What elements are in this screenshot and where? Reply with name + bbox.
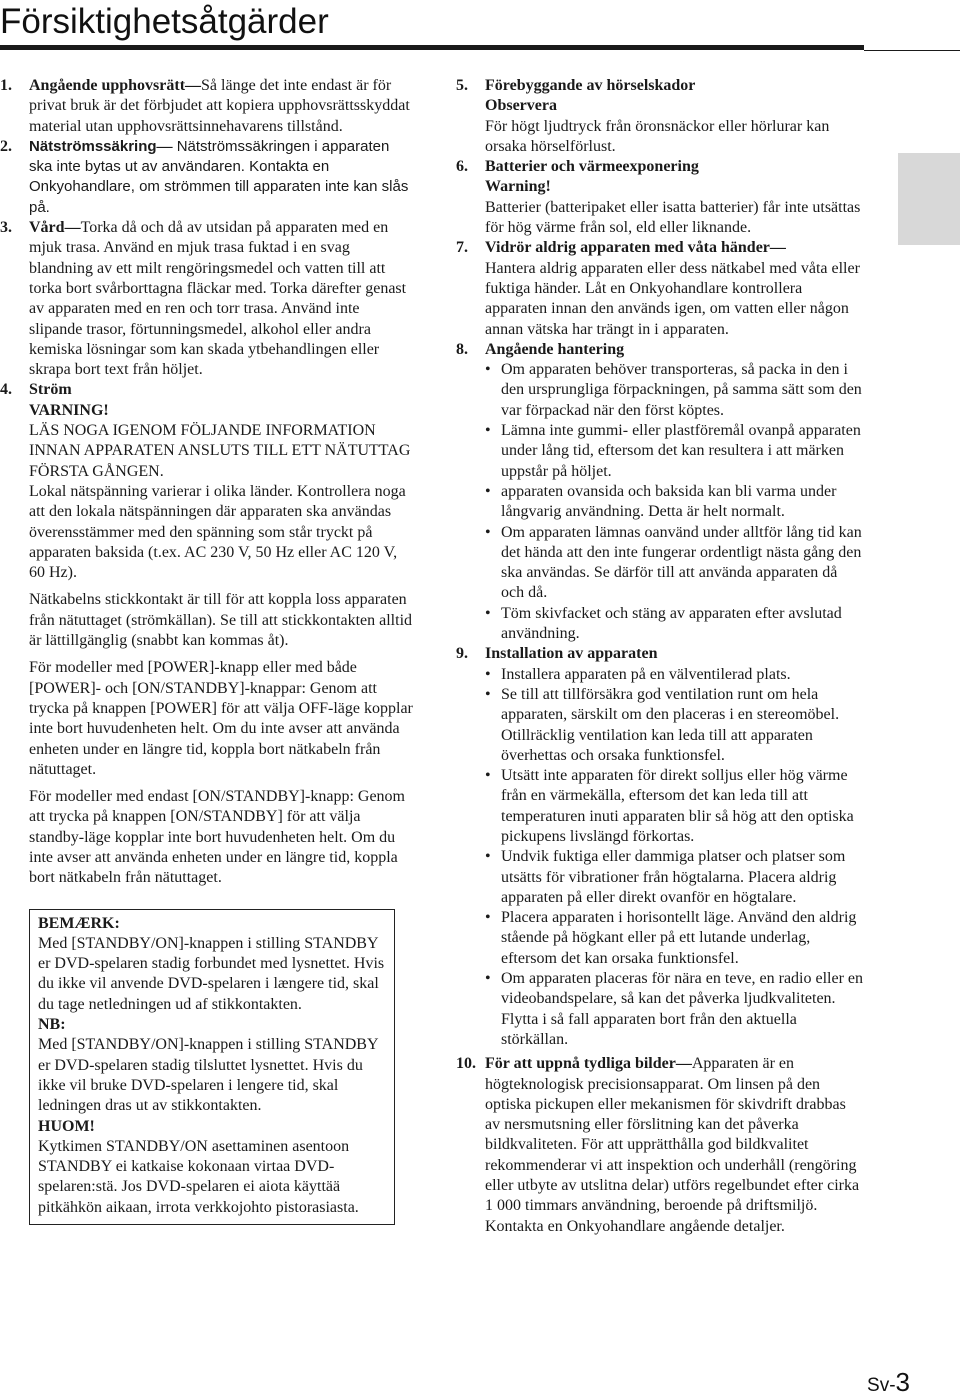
- em-dash: —: [156, 137, 173, 155]
- bullet-item: • Om apparaten lämnas oanvänd under alltför lång tid kan det hända att den inte fungerar ordentligt nästa gång den ska användas. Se därför till att använda apparaten då och då.: [485, 523, 864, 604]
- bullet-item: • apparaten ovansida och baksida kan bli varma under långvarig användning. Detta är helt normalt.: [485, 482, 864, 523]
- note-text-finnish: Kytkimen STANDBY/ON asettaminen asentoon STANDBY ei katkaise kokonaan virtaa DVD-spelaren:stä. Jos DVD-spelaren ei aiota käyttää pitkähkön aikaan, irrota verkkojohto pistorasiasta.: [38, 1137, 359, 1216]
- page-number-value: 3: [895, 1367, 910, 1397]
- item-wet-hands: [456, 238, 864, 339]
- item-text: Hantera aldrig apparaten eller dess nätkabel med våta eller fuktiga händer. Låt en Onkyohandlare kontrollera apparaten innan den används igen, om vatten eller någon annan vätska har trängt in i apparaten.: [485, 259, 860, 338]
- warning-label: VARNING!: [29, 401, 109, 419]
- left-column: [0, 76, 416, 1225]
- page-number: [867, 1367, 910, 1398]
- item-batteries: [456, 157, 864, 238]
- bullet-list: [485, 665, 864, 1051]
- bullet-item: • Om apparaten behöver transporteras, så packa in den i den ursprungliga förpackningen, på samma sätt som den var förpackad när den först köptes.: [485, 360, 864, 421]
- right-column: [456, 76, 864, 1237]
- item-care: [0, 218, 416, 380]
- item-number: 10.: [456, 1055, 476, 1073]
- page-title: Försiktighetsåtgärder: [0, 2, 329, 41]
- item-heading: Installation av apparaten: [485, 645, 658, 663]
- item-heading: Förebyggande av hörselskador: [485, 77, 696, 94]
- item-number: 8.: [456, 340, 468, 358]
- item-fuse: [0, 137, 416, 218]
- title-rule: [0, 45, 864, 50]
- section-tab-marker: [898, 153, 960, 245]
- paragraph: För modeller med [POWER]-knapp eller med både [POWER]- och [ON/STANDBY]-knappar: Genom att trycka på knappen [POWER] för att välja OFF-läge kopplar inte bort huvudenheten helt. Om du inte avser att använda enheten under en längre tid, koppla bort nätkabeln från nätuttaget.: [29, 659, 413, 778]
- item-number: 9.: [456, 645, 468, 663]
- notes-box: [29, 909, 395, 1225]
- item-text: För högt ljudtryck från öronsnäckor eller hörlurar kan orsaka hörselförlust.: [485, 117, 830, 155]
- note-text-danish: Med [STANDBY/ON]-knappen i stilling STANDBY er DVD-spelaren stadig forbundet med lysnettet. Hvis du ikke vil anvende DVD-spelaren i længere tid, skal du tage netledningen ud af stikkontakten.: [38, 934, 385, 1013]
- note-text-norwegian: Med [STANDBY/ON]-knappen i stilling STANDBY er DVD-spelaren stadig tilsluttet lysnettet. Hvis du ikke vil bruke DVD-spelaren i lengere tid, skal ledningen dras ut av stikkontakten.: [38, 1036, 378, 1115]
- bullet-item: • Placera apparaten i horisontellt läge. Använd den aldrig stående på högkant eller på ett lutande underlag, eftersom det kan orsaka funktionsfel.: [485, 908, 864, 969]
- item-number: 1.: [0, 77, 12, 94]
- item-heading: Angående upphovsrätt: [29, 77, 186, 94]
- item-subheading: Observera: [485, 97, 557, 115]
- item-power: [0, 380, 416, 888]
- em-dash: —: [64, 219, 81, 237]
- item-heading: Ström: [29, 381, 72, 399]
- item-subheading: Warning!: [485, 178, 551, 196]
- item-number: 2.: [0, 137, 12, 155]
- note-title-danish: BEMÆRK:: [38, 914, 120, 932]
- paragraph: Lokal nätspänning varierar i olika länder. Kontrollera noga att den lokala nätspänningen där apparaten ska användas överensstämmer med den spänning som står tryckt på apparaten baksida (t.ex. AC 230 V, 50 Hz eller AC 120 V, 60 Hz).: [29, 482, 406, 582]
- item-hearing: [456, 76, 864, 157]
- item-heading: Batterier och värmeexponering: [485, 158, 699, 176]
- em-dash: —: [185, 77, 202, 94]
- bullet-item: • Se till att tillförsäkra god ventilation runt om hela apparaten, särskilt om den placeras i en stereomöbel. Otillräcklig ventilation kan leda till att apparaten överhettas och orsaka funktionsfel.: [485, 685, 864, 766]
- item-heading: Vidrör aldrig apparaten med våta händer: [485, 239, 770, 257]
- item-number: 6.: [456, 158, 468, 176]
- page-number-prefix: Sv-: [867, 1375, 896, 1396]
- item-heading: Angående hantering: [485, 340, 625, 358]
- item-text: Apparaten är en högteknologisk precisionsapparat. Om linsen på den optiska pickupen eller mekanismen för skivdrift drabbas av nersmutsning eller förslitning kan det påverka bildkvaliteten. För att upprätthålla god bildkvalitet rekommenderar vi att inspektion och underhåll (rengöring eller utbyte av utslitna delar) utförs regelbundet efter cirka 1 000 timmars användning, beroende på driftsmiljö. Kontakta en Onkyohandlare angående detaljer.: [485, 1055, 860, 1235]
- item-text: Nätströmssäkringen i apparaten ska inte bytas ut av användaren. Kontakta en Onkyohandlare, om strömmen till apparaten inte kan slås på.: [29, 137, 409, 216]
- item-handling: [456, 340, 864, 644]
- em-dash: —: [769, 239, 786, 257]
- item-installation: [456, 644, 864, 1050]
- item-number: 3.: [0, 219, 12, 237]
- em-dash: —: [675, 1055, 692, 1073]
- item-heading: För att uppnå tydliga bilder: [485, 1055, 676, 1073]
- bullet-item: • Om apparaten placeras för nära en teve, en radio eller en videobandspelare, så kan det påverka ljudkvaliteten. Flytta i så fall apparaten bort från den aktuella störkällan.: [485, 969, 864, 1050]
- item-copyright: [0, 76, 416, 137]
- warning-caps-text: LÄS NOGA IGENOM FÖLJANDE INFORMATION INNAN APPARATEN ANSLUTS TILL ETT NÄTUTTAG FÖRSTA GÅNGEN.: [29, 422, 411, 480]
- bullet-item: • Töm skivfacket och stäng av apparaten efter avslutad användning.: [485, 604, 864, 645]
- note-title-norwegian: NB:: [38, 1016, 66, 1034]
- paragraph: För modeller med endast [ON/STANDBY]-knapp: Genom att trycka på knappen [ON/STANDBY] för att välja standby-läge kopplar inte bort huvudenheten helt. Om du inte avser att använda enheten under en längre tid, koppla bort nätkabeln från nätuttaget.: [29, 788, 405, 887]
- paragraph: Nätkabelns stickkontakt är till för att koppla loss apparaten från nätuttaget (strömkällan). Se till att stickkontakten alltid är lättillgänglig (snabbt kan kommas åt).: [29, 591, 413, 650]
- item-number: 7.: [456, 239, 468, 257]
- item-text: Batterier (batteripaket eller isatta batterier) får inte utsättas för hög värme från sol, eld eller liknande.: [485, 198, 861, 237]
- item-text: Så länge det inte endast är för privat bruk är det förbjudet att kopiera upphovsrättsskyddat material utan upphovsrättsinnehavarens tillstånd.: [29, 77, 410, 135]
- bullet-item: • Installera apparaten på en välventilerad plats.: [485, 665, 864, 685]
- item-number: 4.: [0, 381, 12, 399]
- bullet-list: [485, 360, 864, 644]
- bullet-item: • Utsätt inte apparaten för direkt solljus eller hög värme från en värmekälla, eftersom det kan leda till att temperaturen inuti apparaten blir så hög att den optiska pickupens livslängd förkortas.: [485, 766, 864, 847]
- title-rule-thin: [864, 50, 960, 51]
- item-clear-images: [456, 1054, 864, 1237]
- note-title-finnish: HUOM!: [38, 1117, 95, 1135]
- bullet-item: • Undvik fuktiga eller dammiga platser och platser som utsätts för vibrationer från högtalarna. Placera aldrig apparaten på eller direkt ovanför en högtalare.: [485, 847, 864, 908]
- item-heading: Vård: [29, 219, 65, 237]
- item-text: Torka då och då av utsidan på apparaten med en mjuk trasa. Använd en mjuk trasa fuktad i en svag blandning av ett milt rengöringsmedel och vatten till att torka bort svårborttagna fläckar med. Torka därefter genast av apparaten med en ren och torr trasa. Använd inte slipande trasor, förtunningsmedel, alkohol eller andra kemiska lösningar som kan skada ytbehandlingen eller skrapa bort text från höljet.: [29, 219, 407, 379]
- item-number: 5.: [456, 77, 468, 94]
- item-heading: Nätströmssäkring: [29, 137, 157, 155]
- bullet-item: • Lämna inte gummi- eller plastföremål ovanpå apparaten under lång tid, eftersom det kan resultera i att märken uppstår på höljet.: [485, 421, 864, 482]
